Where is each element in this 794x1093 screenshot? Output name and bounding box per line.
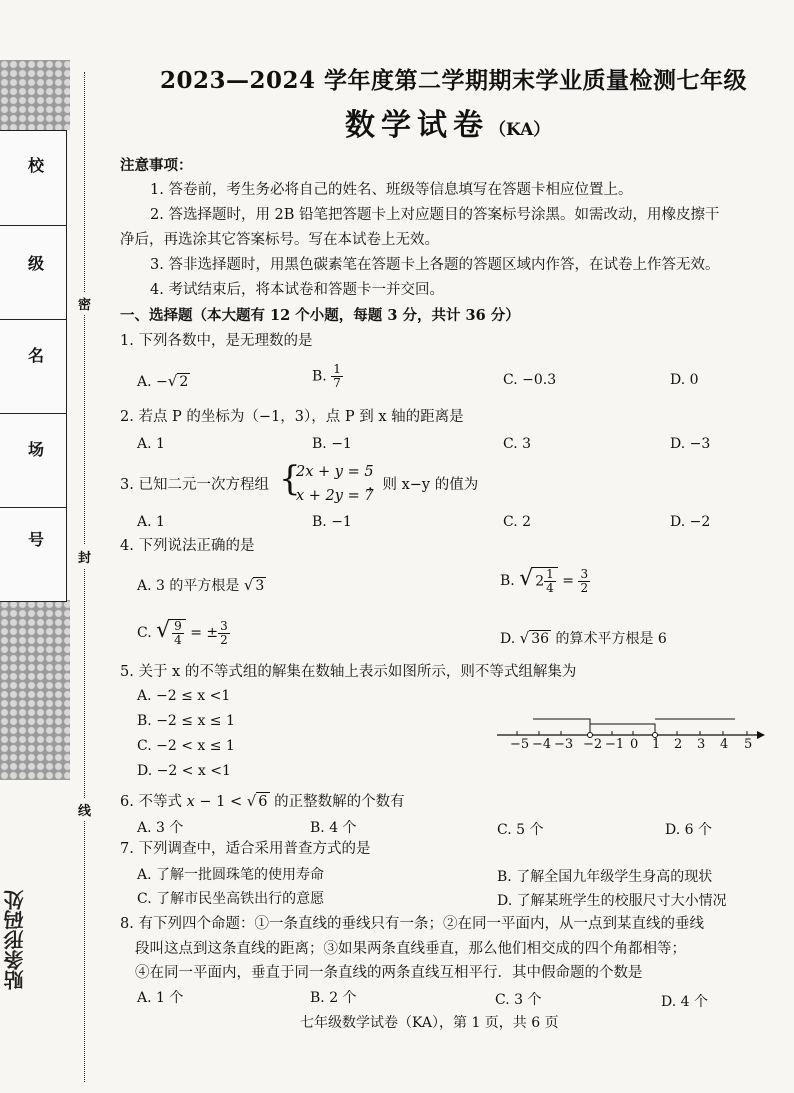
note-2: 2. 答选择题时，用 2B 铅笔把答题卡上对应题目的答案标号涂黑。如需改动，用橡皮擦干: [150, 207, 720, 223]
q2-option-a: A. 1: [137, 436, 165, 452]
section1-heading: 一、选择题（本大题有 12 个小题，每题 3 分，共计 36 分）: [120, 307, 520, 324]
q8-option-b: B. 2 个: [310, 990, 357, 1006]
q7-option-b: B. 了解全国九年级学生身高的现状: [497, 869, 713, 885]
q3-stem-tail: ，则 x−y 的值为: [368, 477, 479, 493]
q5-option-c: C. −2 < x ≤ 1: [137, 738, 235, 754]
note-1: 1. 答卷前，考生务必将自己的姓名、班级等信息填写在答题卡相应位置上。: [150, 182, 633, 198]
q7-option-a: A. 了解一批圆珠笔的使用寿命: [137, 867, 325, 883]
cut-mark-seal: 密: [78, 292, 91, 315]
q8-option-c: C. 3 个: [495, 992, 542, 1008]
cut-mark-seal2: 封: [78, 545, 91, 568]
page-footer: 七年级数学试卷（KA），第 1 页，共 6 页: [300, 1015, 559, 1031]
q1-stem: 1. 下列各数中，是无理数的是: [120, 333, 313, 349]
q3-option-c: C. 2: [503, 514, 532, 530]
q3-eq2: x + 2y = 7: [296, 488, 374, 504]
student-info-box: [0, 130, 67, 602]
tick-label: 3: [697, 737, 706, 752]
exam-title: 2023—2024 学年度第二学期期末学业质量检测七年级: [160, 67, 748, 94]
q6-option-d: D. 6 个: [665, 822, 712, 838]
q8-stem-line3: ④在同一平面内，垂直于同一条直线的两条直线互相平行．其中假命题的个数是: [135, 965, 643, 981]
tick-label: −4: [532, 737, 552, 752]
notes-heading: 注意事项：: [120, 157, 193, 174]
tick-label: −1: [605, 737, 625, 752]
hex-pattern-top: [0, 60, 70, 130]
tick-label: 1: [652, 737, 661, 752]
note-3: 3. 答非选择题时，用黑色碳素笔在答题卡上各题的答题区域内作答，在试卷上作答无效。: [150, 257, 720, 273]
q3-option-a: A. 1: [137, 514, 165, 530]
q1-option-c: C. −0.3: [503, 372, 557, 388]
q7-option-d: D. 了解某班学生的校服尺寸大小情况: [497, 893, 727, 909]
barcode-note: 贴条形码处: [3, 890, 27, 990]
info-label-room: 场: [28, 440, 45, 459]
exam-subtitle: [345, 100, 550, 144]
q4-option-b: B. √ 2 $\frac{1}{4}$ = $\frac{3}{2}$: [500, 566, 589, 595]
tick-label: 5: [744, 737, 753, 752]
tick-label: 4: [720, 737, 729, 752]
q2-option-d: D. −3: [670, 436, 711, 452]
q4-stem: 4. 下列说法正确的是: [120, 538, 255, 554]
tick-label: 2: [674, 737, 683, 752]
q2-option-b: B. −1: [312, 436, 352, 452]
q4-option-c: C. √ $\frac{9}{4}$ = ± $\frac{3}{2}$: [137, 618, 228, 647]
subtitle-tag: （KA）: [489, 120, 551, 140]
cut-line: [84, 72, 85, 1082]
tick-label: 0: [630, 737, 639, 752]
tick-label: −2: [583, 737, 603, 752]
q6-option-c: C. 5 个: [497, 822, 544, 838]
cut-mark-line: 线: [78, 798, 91, 821]
q2-option-c: C. 3: [503, 436, 532, 452]
q8-stem-line2: 段叫这点到这条直线的距离；③如果两条直线垂直，那么他们相交成的四个角都相等；: [135, 941, 686, 957]
q7-option-c: C. 了解市民坐高铁出行的意愿: [137, 891, 325, 907]
q3-eq1: 2x + y = 5: [296, 464, 374, 480]
q8-option-d: D. 4 个: [661, 994, 708, 1010]
q5-option-a: A. −2 ≤ x <1: [137, 688, 231, 704]
q5-option-b: B. −2 ≤ x ≤ 1: [137, 713, 235, 729]
info-label-school: 校: [28, 156, 45, 175]
q1-option-a: A. −√ 2: [137, 372, 189, 390]
q8-option-a: A. 1 个: [137, 990, 184, 1006]
q6-stem: 6. 不等式 x − 1 < √ 6 的正整数解的个数有: [120, 792, 405, 810]
info-label-name: 名: [28, 346, 45, 365]
q4-option-d: D. √ 36 的算术平方根是 6: [500, 629, 667, 647]
q3-option-b: B. −1: [312, 514, 352, 530]
q6-option-b: B. 4 个: [310, 820, 357, 836]
note-4: 4. 考试结束后，将本试卷和答题卡一并交回。: [150, 282, 444, 298]
note-2-cont: 净后，再选涂其它答案标号。写在本试卷上无效。: [120, 232, 439, 248]
tick-label: −3: [554, 737, 574, 752]
q6-option-a: A. 3 个: [137, 820, 184, 836]
info-label-class: 级: [28, 254, 45, 273]
q3-stem: 3. 已知二元一次方程组: [120, 477, 269, 493]
subtitle-text: 数学试卷: [345, 108, 489, 143]
q5-stem: 5. 关于 x 的不等式组的解集在数轴上表示如图所示，则不等式组解集为: [120, 664, 577, 680]
q8-stem-line1: 8. 有下列四个命题：①一条直线的垂线只有一条；②在同一平面内，从一点到某直线的垂线: [120, 916, 704, 932]
q1-option-b: B. $\frac{1}{7}$: [312, 362, 341, 390]
q3-brace: {: [279, 459, 301, 499]
q7-stem: 7. 下列调查中，适合采用普查方式的是: [120, 841, 371, 857]
solution-bracket: [590, 724, 655, 735]
q3-option-d: D. −2: [670, 514, 711, 530]
tick-label: −5: [510, 737, 530, 752]
info-label-number: 号: [28, 530, 45, 549]
number-line-labels: [500, 737, 770, 753]
q2-stem: 2. 若点 P 的坐标为（−1，3），点 P 到 x 轴的距离是: [120, 409, 464, 425]
hex-pattern-bottom: [0, 600, 70, 780]
q1-option-d: D. 0: [670, 372, 699, 388]
q5-option-d: D. −2 < x <1: [137, 763, 231, 779]
q4-option-a: A. 3 的平方根是 √ 3: [137, 576, 265, 594]
